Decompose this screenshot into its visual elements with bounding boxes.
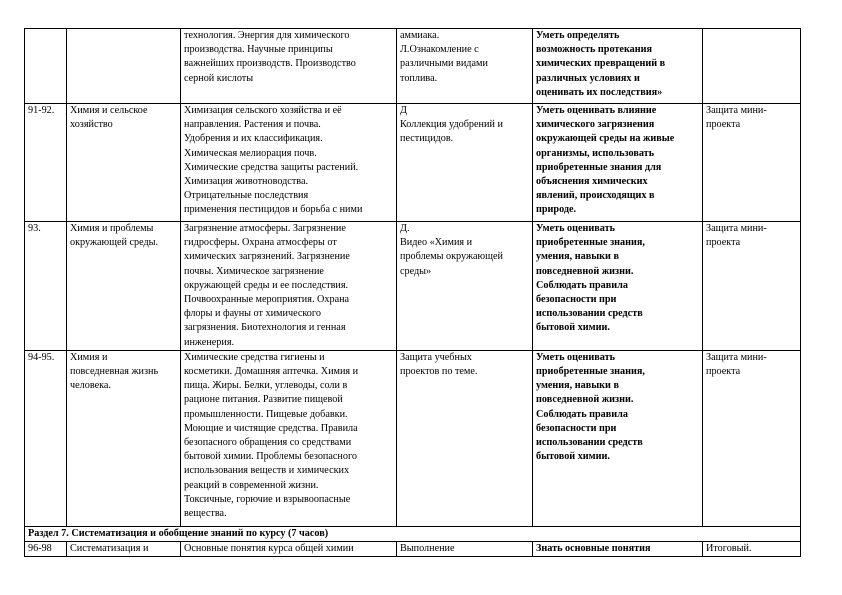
table-row — [25, 104, 801, 222]
control-cell: Итоговый. — [703, 542, 801, 557]
lesson-number-cell: 94-95. — [25, 350, 67, 526]
topic-cell: Химия и сельское хозяйство — [67, 104, 181, 222]
topic-cell: Химия и повседневная жизнь человека. — [67, 350, 181, 526]
control-cell: Защита мини- проекта — [703, 104, 801, 222]
control-cell — [703, 29, 801, 104]
topic-cell: Систематизация и — [67, 542, 181, 557]
requirements-cell: Уметь оценивать влияние химического загрязнения окружающей среды на живые организмы, использовать приобретенные знания для объяснения химических явлений, происходящих в природе. — [533, 104, 703, 222]
table-row — [25, 29, 801, 104]
activity-cell: Д. Видео «Химия и проблемы окружающей среды» — [397, 222, 533, 351]
requirements-cell: Уметь оценивать приобретенные знания, умения, навыки в повседневной жизни. Соблюдать правила безопасности при использовании средств бытовой химии. — [533, 350, 703, 526]
requirements-cell: Уметь определять возможность протекания химических превращений в различных условиях и оценивать их последствия» — [533, 29, 703, 104]
lesson-number-cell: 91-92. — [25, 104, 67, 222]
control-cell: Защита мини- проекта — [703, 222, 801, 351]
section-row — [25, 526, 801, 541]
topic-cell — [67, 29, 181, 104]
requirements-cell: Уметь оценивать приобретенные знания, умения, навыки в повседневной жизни. Соблюдать правила безопасности при использовании средств бытовой химии. — [533, 222, 703, 351]
control-cell: Защита мини- проекта — [703, 350, 801, 526]
content-cell: Загрязнение атмосферы. Загрязнение гидросферы. Охрана атмосферы от химических загрязнений. Загрязнение почвы. Химическое загрязнение окружающей среды и ее последствия. Почвоохранные мероприятия. Охрана флоры и фауны от химического загрязнения. Биотехнология и генная инженерия. — [181, 222, 397, 351]
table-row — [25, 222, 801, 351]
activity-cell: Выполнение — [397, 542, 533, 557]
table-body — [25, 29, 801, 557]
activity-cell: аммиака. Л.Ознакомление с различными видами топлива. — [397, 29, 533, 104]
content-cell: Основные понятия курса общей химии — [181, 542, 397, 557]
lesson-number-cell: 96-98 — [25, 542, 67, 557]
lesson-number-cell: 93. — [25, 222, 67, 351]
table-row — [25, 350, 801, 526]
activity-cell: Защита учебных проектов по теме. — [397, 350, 533, 526]
requirements-cell: Знать основные понятия — [533, 542, 703, 557]
curriculum-table — [24, 28, 801, 557]
content-cell: технология. Энергия для химического производства. Научные принципы важнейших производств. Производство серной кислоты — [181, 29, 397, 104]
content-cell: Химические средства гигиены и косметики. Домашняя аптечка. Химия и пища. Жиры. Белки, углеводы, соли в рационе питания. Развитие пищевой промышленности. Пищевые добавки. Моющие и чистящие средства. Правила безопасного обращения со средствами бытовой химии. Проблемы безопасного использования веществ и химических реакций в современной жизни. Токсичные, горючие и взрывоопасные вещества. — [181, 350, 397, 526]
activity-cell: Д Коллекция удобрений и пестицидов. — [397, 104, 533, 222]
content-cell: Химизация сельского хозяйства и её направления. Растения и почва. Удобрения и их классификация. Химическая мелиорация почв. Химические средства защиты растений. Химизация животноводства. Отрицательные последствия применения пестицидов и борьба с ними — [181, 104, 397, 222]
topic-cell: Химия и проблемы окружающей среды. — [67, 222, 181, 351]
table-row — [25, 542, 801, 557]
section-title: Раздел 7. Систематизация и обобщение знаний по курсу (7 часов) — [25, 526, 801, 541]
lesson-number-cell — [25, 29, 67, 104]
